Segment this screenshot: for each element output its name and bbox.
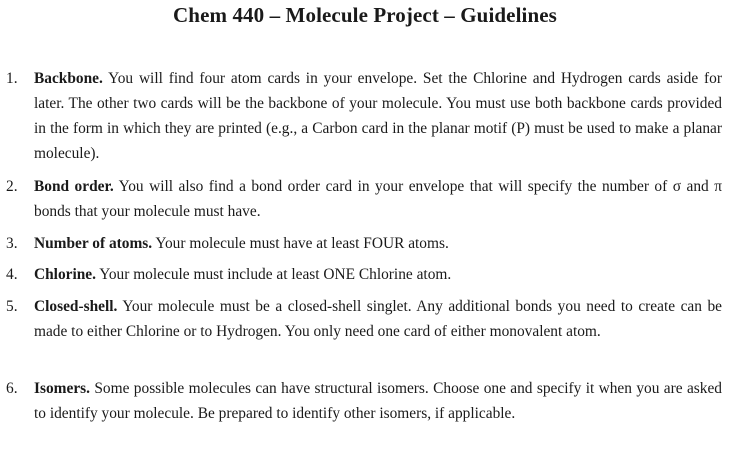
item-number: 4. — [6, 266, 18, 283]
item-heading: Backbone. — [34, 70, 103, 87]
item-body — [34, 231, 722, 256]
item-number: 2. — [6, 178, 18, 195]
item-text: You will find four atom cards in your envelope. Set the Chlorine and Hydrogen cards aside for later. The other two cards will be the backbone of your molecule. You must use both backbone cards provided in the form in which they are printed (e.g., a Carbon card in the planar motif (P) must be used to make a planar molecule). — [34, 70, 722, 162]
item-body — [34, 376, 722, 426]
item-text: Some possible molecules can have structural isomers. Choose one and specify it when you are asked to identify your molecule. Be prepared to identify other isomers, if applicable. — [34, 380, 722, 422]
item-heading: Isomers. — [34, 380, 90, 397]
item-text: You will also find a bond order card in your envelope that will specify the number of σ and π bonds that your molecule must have. — [34, 178, 722, 220]
item-text: Your molecule must be a closed-shell singlet. Any additional bonds you need to create can be made to either Chlorine or to Hydrogen. You only need one card of either monovalent atom. — [34, 298, 722, 340]
item-number: 6. — [6, 380, 18, 397]
item-heading: Closed-shell. — [34, 298, 118, 315]
item-number: 5. — [6, 298, 18, 315]
item-text: Your molecule must include at least ONE Chlorine atom. — [96, 266, 452, 283]
item-heading: Chlorine. — [34, 266, 96, 283]
item-heading: Bond order. — [34, 178, 114, 195]
item-number: 3. — [6, 235, 18, 252]
item-text: Your molecule must have at least FOUR atoms. — [152, 235, 449, 252]
item-number: 1. — [6, 70, 18, 87]
document-title: Chem 440 – Molecule Project – Guidelines — [173, 3, 557, 27]
item-body — [34, 262, 722, 287]
item-body — [34, 66, 722, 166]
item-body — [34, 294, 722, 344]
item-heading: Number of atoms. — [34, 235, 153, 252]
item-body — [34, 174, 722, 224]
